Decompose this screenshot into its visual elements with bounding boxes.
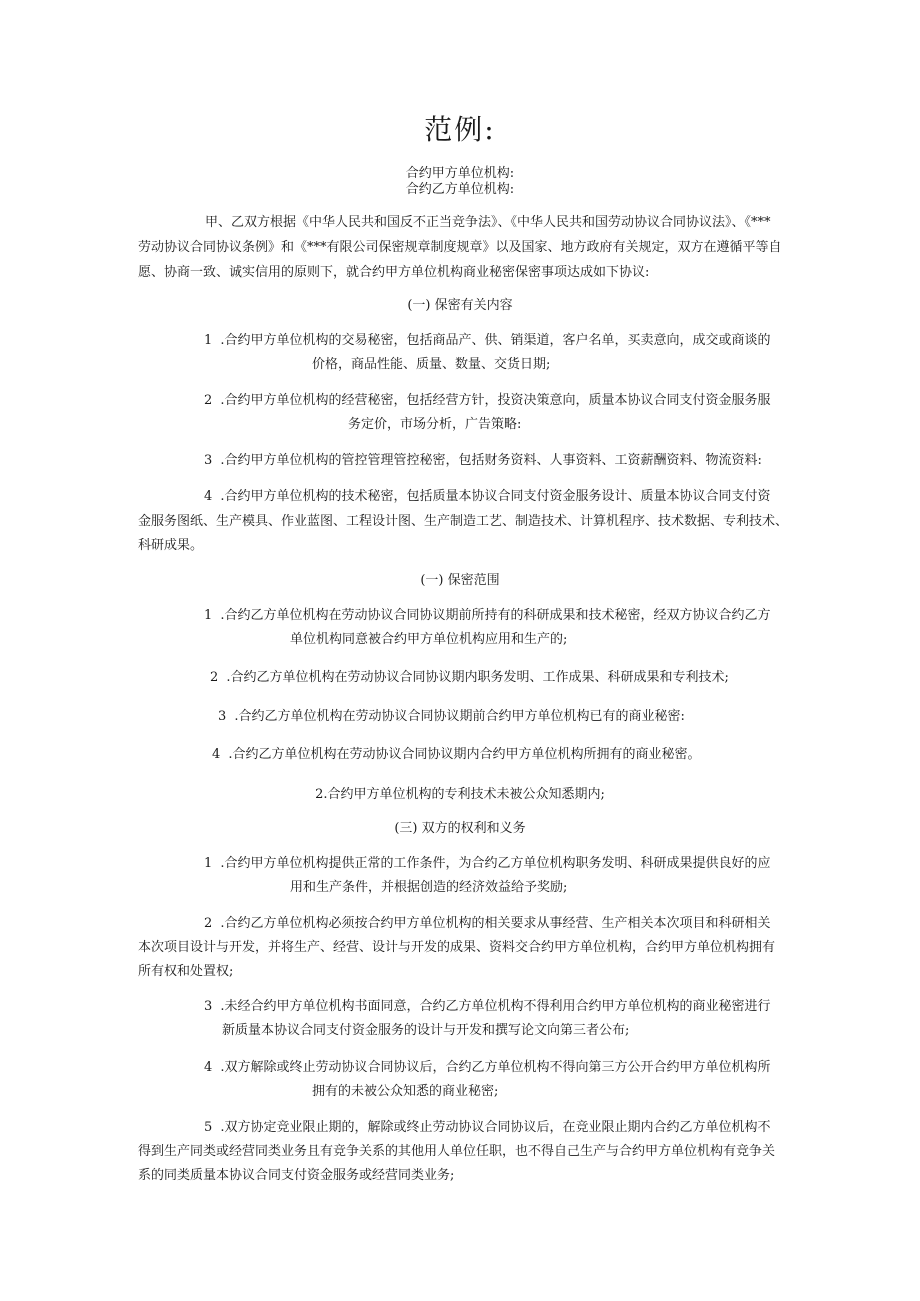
item-text: .合约乙方单位机构必须按合约甲方单位机构的相关要求从事经营、生产相关本次项目和科研相关 — [220, 916, 771, 931]
item-number: 4 — [204, 1060, 213, 1075]
item-text: .合约甲方单位机构的交易秘密，包括商品产、供、销渠道，客户名单，买卖意向，成交或商谈的 — [220, 333, 771, 348]
item-number: 4 — [204, 489, 213, 504]
section-2-item-1 — [204, 608, 771, 624]
party-a-label: 合约甲方单位机构: — [405, 166, 515, 181]
item-number: 2 — [210, 670, 219, 685]
page-title: 范例: — [424, 113, 496, 146]
intro-line-1: 甲、乙双方根据《中华人民共和国反不正当竞争法》、《中华人民共和国劳动协议合同协议法》、《*** — [205, 215, 771, 230]
item-text: .未经合约甲方单位机构书面同意，合约乙方单位机构不得利用合约甲方单位机构的商业秘密进行 — [220, 999, 771, 1014]
section-3-item-3-cont: 新质量本协议合同支付资金服务的设计与开发和撰写论文向第三者公布; — [222, 1023, 630, 1038]
item-number: 1 — [204, 608, 213, 623]
section-1-item-4-cont-2: 科研成果。 — [138, 538, 204, 553]
item-number: 1 — [204, 333, 213, 348]
section-3-item-4 — [204, 1060, 771, 1076]
section-3-item-5-cont-1: 得到生产同类或经营同类业务且有竞争关系的其他用人单位任职，也不得自己生产与合约甲方单位机构有竞争关 — [138, 1144, 776, 1159]
item-text: .合约甲方单位机构的经营秘密，包括经营方针，投资决策意向，质量本协议合同支付资金服务服 — [220, 393, 771, 408]
section-3-item-2-cont-2: 所有权和处置权; — [138, 964, 234, 979]
section-2-heading: (一) 保密范围 — [420, 573, 500, 588]
section-3-item-3 — [204, 999, 771, 1015]
item-text: .合约乙方单位机构在劳动协议合同协议期前所持有的科研成果和技术秘密，经双方协议合约乙方 — [220, 608, 771, 623]
item-number: 3 — [204, 453, 213, 468]
section-2-item-3 — [218, 709, 685, 725]
item-text: .合约甲方单位机构提供正常的工作条件，为合约乙方单位机构职务发明、科研成果提供良好的应 — [220, 856, 771, 871]
section-3-item-1 — [204, 856, 771, 872]
section-1-item-2-cont: 务定价，市场分析，广告策略: — [348, 417, 522, 432]
section-1-item-2 — [204, 393, 771, 409]
section-1-item-1 — [204, 333, 771, 349]
item-number: 5 — [204, 1120, 213, 1135]
section-1-heading: (一) 保密有关内容 — [407, 298, 513, 313]
section-1-item-1-cont: 价格，商品性能、质量、数量、交货日期; — [312, 357, 551, 372]
section-3-item-5-cont-2: 系的同类质量本协议合同支付资金服务或经营同类业务; — [138, 1168, 455, 1183]
section-1-item-3 — [204, 453, 762, 469]
party-b-label: 合约乙方单位机构: — [405, 182, 515, 197]
item-text: .合约甲方单位机构的技术秘密，包括质量本协议合同支付资金服务设计、质量本协议合同支付资 — [220, 489, 771, 504]
section-3-heading: (三) 双方的权利和义务 — [394, 821, 526, 836]
item-number: 4 — [212, 747, 221, 762]
item-number: 3 — [204, 999, 213, 1014]
intro-line-2: 劳动协议合同协议条例》和《***有限公司保密规章制度规章》以及国家、地方政府有关规定，双方在遵循平等自 — [138, 240, 782, 255]
item-text: .双方协定竞业限止期的，解除或终止劳动协议合同协议后，在竞业限止期内合约乙方单位机构不 — [220, 1120, 771, 1135]
section-3-item-4-cont: 拥有的未被公众知悉的商业秘密; — [312, 1084, 499, 1099]
section-3-item-2-cont-1: 本次项目设计与开发，并将生产、经营、设计与开发的成果、资料交合约甲方单位机构，合约甲方单位机构拥有 — [138, 940, 776, 955]
item-text: .合约乙方单位机构在劳动协议合同协议期内合约甲方单位机构所拥有的商业秘密。 — [228, 747, 701, 762]
item-number: 2 — [204, 393, 213, 408]
section-2-item-1-cont: 单位机构同意被合约甲方单位机构应用和生产的; — [290, 632, 568, 647]
item-number: 2 — [204, 916, 213, 931]
item-number: 3 — [218, 709, 227, 724]
item-number: 1 — [204, 856, 213, 871]
section-1-item-4 — [204, 489, 771, 505]
section-3-item-2 — [204, 916, 771, 932]
item-text: .双方解除或终止劳动协议合同协议后，合约乙方单位机构不得向第三方公开合约甲方单位机构所 — [220, 1060, 771, 1075]
section-2-item-2 — [210, 670, 729, 686]
section-2-extra: 2.合约甲方单位机构的专利技术未被公众知悉期内; — [315, 787, 605, 802]
section-1-item-4-cont-1: 金服务图纸、生产模具、作业蓝图、工程设计图、生产制造工艺、制造技术、计算机程序、技术数据、专利技术、 — [138, 514, 789, 529]
item-text: .合约乙方单位机构在劳动协议合同协议期前合约甲方单位机构已有的商业秘密: — [234, 709, 685, 724]
item-text: .合约甲方单位机构的管控管理管控秘密，包括财务资料、人事资料、工资薪酬资料、物流资料: — [220, 453, 762, 468]
item-text: .合约乙方单位机构在劳动协议合同协议期内职务发明、工作成果、科研成果和专利技术; — [226, 670, 729, 685]
section-2-item-4 — [212, 747, 701, 763]
intro-line-3: 愿、协商一致、诚实信用的原则下，就合约甲方单位机构商业秘密保密事项达成如下协议: — [138, 265, 650, 280]
section-3-item-5 — [204, 1120, 771, 1136]
section-3-item-1-cont: 用和生产条件，并根据创造的经济效益给予奖励; — [290, 880, 568, 895]
